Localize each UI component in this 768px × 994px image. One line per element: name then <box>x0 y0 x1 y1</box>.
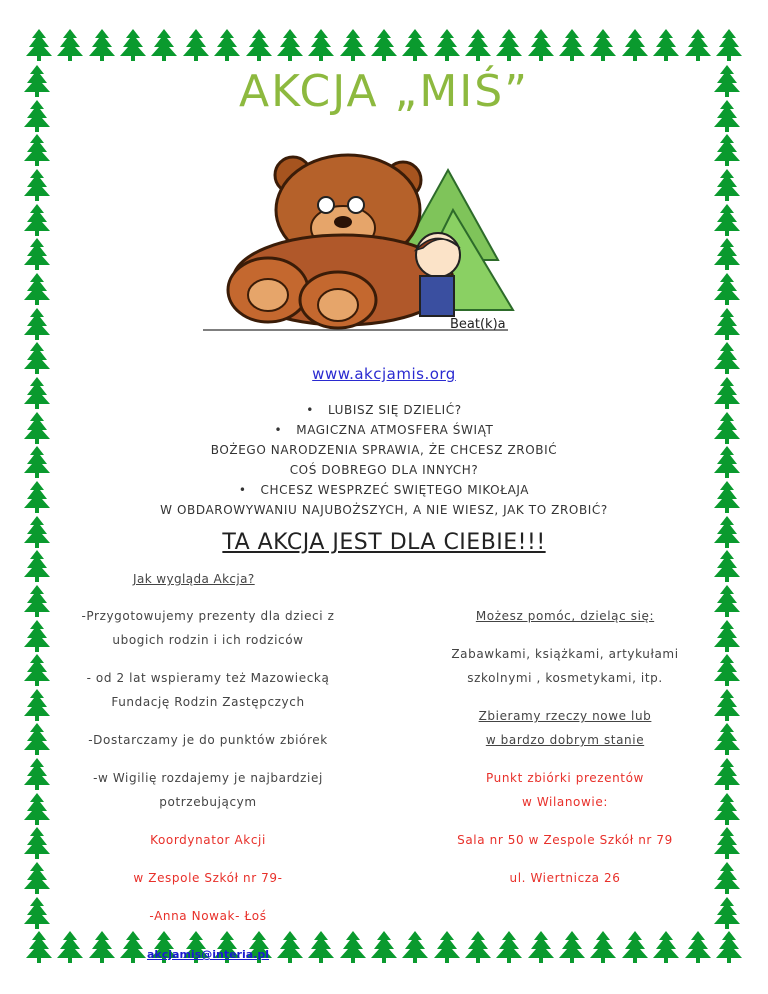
christmas-tree-icon <box>620 930 650 964</box>
christmas-tree-icon <box>22 688 52 722</box>
email-link[interactable]: akcjamis@interia.pl <box>147 948 269 961</box>
christmas-tree-icon <box>712 237 742 271</box>
christmas-tree-icon <box>22 792 52 826</box>
christmas-tree-icon <box>712 445 742 479</box>
coordinator-label: Koordynator Akcji <box>150 833 266 847</box>
christmas-tree-icon <box>712 272 742 306</box>
left-column <box>58 604 358 981</box>
christmas-tree-icon <box>494 28 524 62</box>
intro-line-3: BOŻEGO NARODZENIA SPRAWIA, ŻE CHCESZ ZROBIĆ <box>210 443 558 457</box>
paragraph-delivery <box>58 728 358 752</box>
text-line: -Dostarczamy je do punktów zbiórek <box>88 733 328 747</box>
christmas-tree-icon <box>712 411 742 445</box>
christmas-tree-icon <box>712 792 742 826</box>
christmas-tree-icon <box>244 28 274 62</box>
christmas-tree-icon <box>22 722 52 756</box>
christmas-tree-icon <box>22 619 52 653</box>
left-tree-border <box>22 64 56 930</box>
collection-point <box>420 766 710 814</box>
christmas-tree-icon <box>55 28 85 62</box>
christmas-tree-icon <box>306 28 336 62</box>
christmas-tree-icon <box>712 757 742 791</box>
intro-line-4: COŚ DOBREGO DLA INNYCH? <box>289 463 479 477</box>
christmas-tree-icon <box>275 28 305 62</box>
text-line: Zabawkami, książkami, artykułami <box>451 647 679 661</box>
christmas-tree-icon <box>22 237 52 271</box>
christmas-tree-icon <box>118 28 148 62</box>
christmas-tree-icon <box>712 480 742 514</box>
paragraph-foundation <box>58 666 358 714</box>
christmas-tree-icon <box>712 826 742 860</box>
christmas-tree-icon <box>22 133 52 167</box>
christmas-tree-icon <box>588 28 618 62</box>
christmas-tree-icon <box>22 896 52 930</box>
text-line: szkolnymi , kosmetykami, itp. <box>467 671 663 685</box>
christmas-tree-icon <box>683 930 713 964</box>
christmas-tree-icon <box>588 930 618 964</box>
intro-line-1: • LUBISZ SIĘ DZIELIĆ? <box>80 400 688 420</box>
christmas-tree-icon <box>181 28 211 62</box>
text-line: Fundację Rodzin Zastępczych <box>111 695 305 709</box>
street-address: ul. Wiertnicza 26 <box>509 871 621 885</box>
christmas-tree-icon <box>463 930 493 964</box>
christmas-tree-icon <box>714 28 744 62</box>
christmas-tree-icon <box>432 930 462 964</box>
christmas-tree-icon <box>212 28 242 62</box>
christmas-tree-icon <box>22 445 52 479</box>
christmas-tree-icon <box>714 930 744 964</box>
christmas-tree-icon <box>712 896 742 930</box>
text-line: Punkt zbiórki prezentów <box>486 771 644 785</box>
christmas-tree-icon <box>338 28 368 62</box>
christmas-tree-icon <box>22 653 52 687</box>
christmas-tree-icon <box>712 307 742 341</box>
christmas-tree-icon <box>87 28 117 62</box>
intro-line-6: W OBDAROWYWANIU NAJUBOŻSZYCH, A NIE WIESZ, JAK TO ZROBIĆ? <box>160 503 608 517</box>
christmas-tree-icon <box>712 168 742 202</box>
artist-signature: Beat(k)a <box>450 317 506 332</box>
text-line: w Wilanowie: <box>522 795 608 809</box>
christmas-tree-icon <box>22 826 52 860</box>
christmas-tree-icon <box>651 930 681 964</box>
top-tree-border <box>24 28 744 64</box>
christmas-tree-icon <box>22 168 52 202</box>
intro-line-2: • MAGICZNA ATMOSFERA ŚWIĄT <box>80 420 688 440</box>
christmas-tree-icon <box>712 133 742 167</box>
intro-line-5: • CHCESZ WESPRZEĆ SWIĘTEGO MIKOŁAJA <box>80 480 688 500</box>
paragraph-gifts <box>58 604 358 652</box>
christmas-tree-icon <box>22 584 52 618</box>
christmas-tree-icon <box>22 757 52 791</box>
christmas-tree-icon <box>463 28 493 62</box>
christmas-tree-icon <box>712 653 742 687</box>
text-line: - od 2 lat wspieramy też Mazowiecką <box>86 671 330 685</box>
christmas-tree-icon <box>712 203 742 237</box>
text-line: Zbieramy rzeczy nowe lub <box>478 709 652 723</box>
paragraph-christmas-eve <box>58 766 358 814</box>
christmas-tree-icon <box>557 28 587 62</box>
help-heading: Możesz pomóc, dzieląc się: <box>475 609 655 623</box>
christmas-tree-icon <box>712 619 742 653</box>
christmas-tree-icon <box>22 307 52 341</box>
text-line: w bardzo dobrym stanie <box>485 733 645 747</box>
christmas-tree-icon <box>494 930 524 964</box>
christmas-tree-icon <box>712 688 742 722</box>
christmas-tree-icon <box>712 584 742 618</box>
christmas-tree-icon <box>369 28 399 62</box>
coordinator-school: w Zespole Szkół nr 79- <box>133 871 283 885</box>
collect-info <box>420 704 710 752</box>
help-items <box>420 642 710 690</box>
christmas-tree-icon <box>400 930 430 964</box>
subheading: Jak wygląda Akcja? <box>133 572 255 586</box>
right-column <box>420 604 710 904</box>
text-line: -w Wigilię rozdajemy je najbardziej <box>93 771 323 785</box>
text-line: -Przygotowujemy prezenty dla dzieci z <box>81 609 335 623</box>
headline: TA AKCJA JEST DLA CIEBIE!!! <box>222 530 546 555</box>
christmas-tree-icon <box>400 28 430 62</box>
text-line: potrzebującym <box>159 795 257 809</box>
christmas-tree-icon <box>712 722 742 756</box>
christmas-tree-icon <box>22 411 52 445</box>
christmas-tree-icon <box>683 28 713 62</box>
christmas-tree-icon <box>557 930 587 964</box>
christmas-tree-icon <box>22 480 52 514</box>
christmas-tree-icon <box>24 28 54 62</box>
christmas-tree-icon <box>712 861 742 895</box>
christmas-tree-icon <box>24 930 54 964</box>
intro-block <box>80 400 688 520</box>
christmas-tree-icon <box>22 861 52 895</box>
teddy-bear-illustration <box>198 150 518 340</box>
christmas-tree-icon <box>620 28 650 62</box>
christmas-tree-icon <box>369 930 399 964</box>
christmas-tree-icon <box>651 28 681 62</box>
right-tree-border <box>712 64 746 930</box>
christmas-tree-icon <box>22 203 52 237</box>
christmas-tree-icon <box>149 28 179 62</box>
page-title: AKCJA „MIŚ” <box>238 66 530 117</box>
christmas-tree-icon <box>22 272 52 306</box>
christmas-tree-icon <box>526 930 556 964</box>
room-address: Sala nr 50 w Zespole Szkół nr 79 <box>457 833 673 847</box>
website-link[interactable]: www.akcjamis.org <box>312 365 456 383</box>
christmas-tree-icon <box>432 28 462 62</box>
text-line: ubogich rodzin i ich rodziców <box>112 633 304 647</box>
christmas-tree-icon <box>526 28 556 62</box>
coordinator-name: -Anna Nowak- Łoś <box>149 909 267 923</box>
